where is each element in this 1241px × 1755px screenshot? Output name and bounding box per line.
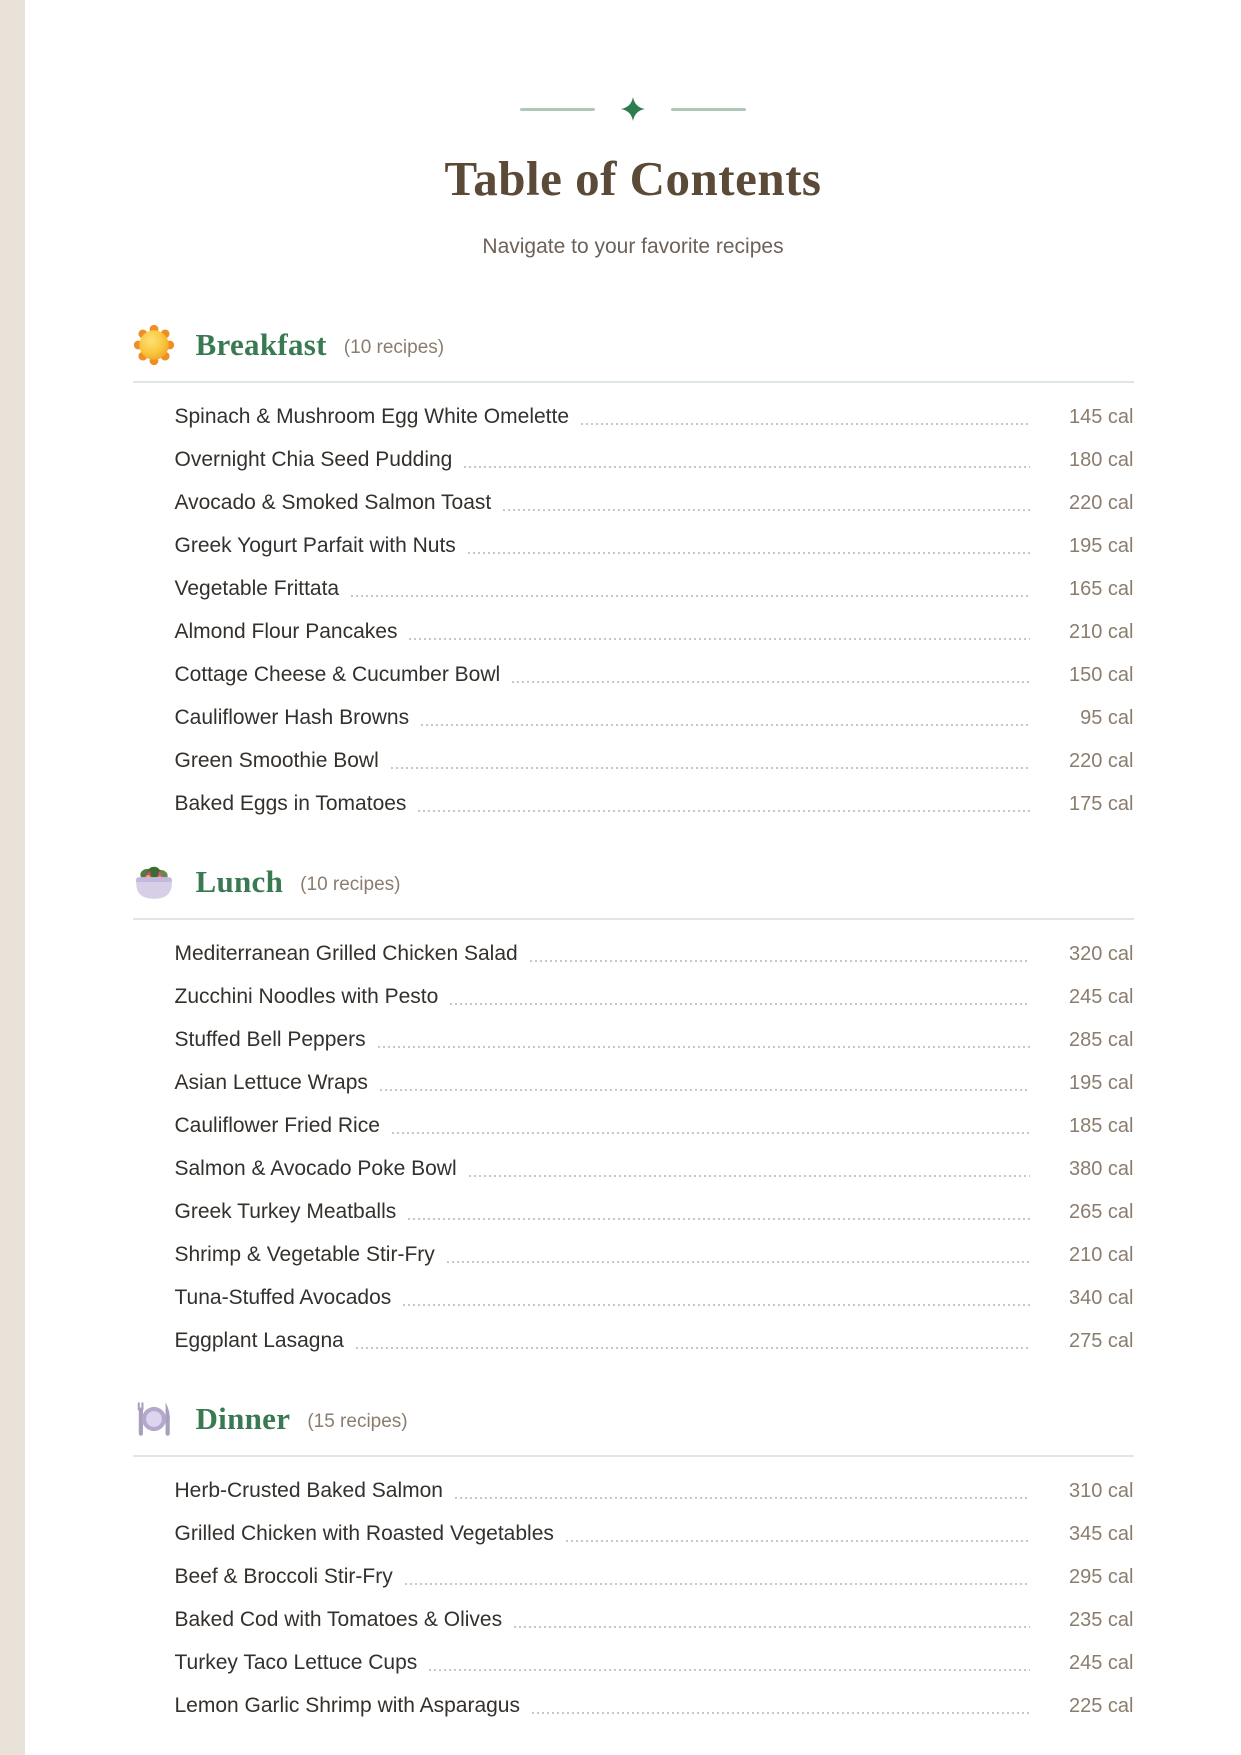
dotted-leader <box>429 1641 1029 1684</box>
page-subtitle: Navigate to your favorite recipes <box>482 235 784 258</box>
toc-entry[interactable] <box>175 1061 1134 1104</box>
recipe-name: Shrimp & Vegetable Stir-Fry <box>174 1243 435 1266</box>
dotted-leader <box>450 975 1029 1018</box>
dotted-leader <box>351 567 1029 610</box>
ornament-line-right <box>671 108 746 111</box>
recipe-calories: 310 cal <box>1069 1480 1134 1502</box>
toc-entry[interactable] <box>175 1147 1134 1190</box>
section-header <box>133 859 1134 905</box>
dotted-leader <box>468 524 1030 567</box>
recipe-calories: 345 cal <box>1069 1523 1134 1545</box>
toc-entry[interactable] <box>175 1555 1134 1598</box>
recipe-name: Lemon Garlic Shrimp with Asparagus <box>174 1694 520 1717</box>
dotted-leader <box>532 1684 1030 1727</box>
decorative-divider <box>133 97 1134 121</box>
recipe-name: Turkey Taco Lettuce Cups <box>174 1651 418 1674</box>
recipe-calories: 220 cal <box>1069 750 1134 772</box>
section-header <box>133 322 1134 368</box>
recipe-name: Cauliflower Fried Rice <box>174 1114 380 1137</box>
section-title-dinner: Dinner <box>195 1401 291 1436</box>
recipe-calories: 165 cal <box>1069 578 1134 600</box>
toc-page <box>25 0 1241 1755</box>
recipe-name: Asian Lettuce Wraps <box>174 1071 368 1094</box>
recipe-name: Cottage Cheese & Cucumber Bowl <box>174 663 501 686</box>
toc-list <box>133 932 1134 1362</box>
section-dinner <box>133 1396 1134 1727</box>
recipe-name: Mediterranean Grilled Chicken Salad <box>174 942 518 965</box>
dotted-leader <box>469 1147 1030 1190</box>
section-divider <box>133 1455 1134 1457</box>
recipe-calories: 265 cal <box>1069 1201 1134 1223</box>
toc-entry[interactable] <box>175 1233 1134 1276</box>
dotted-leader <box>418 782 1029 825</box>
recipe-calories: 225 cal <box>1069 1695 1134 1717</box>
dotted-leader <box>530 932 1030 975</box>
section-breakfast <box>133 322 1134 825</box>
recipe-name: Grilled Chicken with Roasted Vegetables <box>174 1522 554 1545</box>
recipe-calories: 95 cal <box>1080 707 1134 729</box>
section-title-lunch: Lunch <box>195 864 284 899</box>
recipe-calories: 320 cal <box>1069 943 1134 965</box>
toc-entry[interactable] <box>175 1018 1134 1061</box>
page-title: Table of Contents <box>444 151 822 206</box>
section-header <box>133 1396 1134 1442</box>
dotted-leader <box>356 1319 1030 1362</box>
dotted-leader <box>464 438 1029 481</box>
section-divider <box>133 918 1134 920</box>
dotted-leader <box>408 1190 1029 1233</box>
dotted-leader <box>380 1061 1030 1104</box>
plate-icon <box>133 1396 175 1442</box>
recipe-name: Tuna-Stuffed Avocados <box>174 1286 392 1309</box>
dotted-leader <box>421 696 1029 739</box>
recipe-calories: 275 cal <box>1069 1330 1134 1352</box>
toc-entry[interactable] <box>175 1190 1134 1233</box>
recipe-calories: 175 cal <box>1069 793 1134 815</box>
recipe-name: Zucchini Noodles with Pesto <box>174 985 439 1008</box>
toc-entry[interactable] <box>175 481 1134 524</box>
recipe-calories: 210 cal <box>1069 621 1134 643</box>
recipe-calories: 180 cal <box>1069 449 1134 471</box>
recipe-calories: 245 cal <box>1069 1652 1134 1674</box>
toc-entry[interactable] <box>175 438 1134 481</box>
toc-entry[interactable] <box>175 653 1134 696</box>
recipe-name: Greek Turkey Meatballs <box>174 1200 397 1223</box>
recipe-calories: 185 cal <box>1069 1115 1134 1137</box>
section-divider <box>133 381 1134 383</box>
sparkle-icon <box>621 97 645 121</box>
dotted-leader <box>378 1018 1030 1061</box>
recipe-calories: 150 cal <box>1069 664 1134 686</box>
recipe-name: Stuffed Bell Peppers <box>174 1028 366 1051</box>
toc-content <box>133 97 1134 1727</box>
recipe-calories: 195 cal <box>1069 1072 1134 1094</box>
sun-icon <box>133 322 175 368</box>
recipe-name: Baked Cod with Tomatoes & Olives <box>174 1608 503 1631</box>
toc-entry[interactable] <box>175 975 1134 1018</box>
toc-entry[interactable] <box>175 739 1134 782</box>
toc-entry[interactable] <box>175 567 1134 610</box>
recipe-name: Greek Yogurt Parfait with Nuts <box>174 534 456 557</box>
recipe-name: Salmon & Avocado Poke Bowl <box>174 1157 457 1180</box>
sections-container <box>133 322 1134 1727</box>
ornament-line-left <box>520 108 595 111</box>
recipe-calories: 210 cal <box>1069 1244 1134 1266</box>
recipe-calories: 145 cal <box>1069 406 1134 428</box>
recipe-name: Eggplant Lasagna <box>174 1329 344 1352</box>
dotted-leader <box>405 1555 1030 1598</box>
section-count: (10 recipes) <box>300 874 401 895</box>
toc-entry[interactable] <box>175 610 1134 653</box>
toc-entry[interactable] <box>175 696 1134 739</box>
toc-entry[interactable] <box>175 1276 1134 1319</box>
toc-entry[interactable] <box>175 1512 1134 1555</box>
dotted-leader <box>566 1512 1030 1555</box>
recipe-name: Baked Eggs in Tomatoes <box>174 792 407 815</box>
toc-entry[interactable] <box>175 782 1134 825</box>
section-count: (15 recipes) <box>307 1411 408 1432</box>
dotted-leader <box>503 481 1029 524</box>
toc-entry[interactable] <box>175 1104 1134 1147</box>
section-title-breakfast: Breakfast <box>195 327 327 362</box>
dotted-leader <box>447 1233 1030 1276</box>
section-lunch <box>133 859 1134 1362</box>
toc-entry[interactable] <box>175 932 1134 975</box>
dotted-leader <box>403 1276 1029 1319</box>
dotted-leader <box>409 610 1029 653</box>
recipe-calories: 245 cal <box>1069 986 1134 1008</box>
toc-entry[interactable] <box>175 524 1134 567</box>
recipe-name: Herb-Crusted Baked Salmon <box>174 1479 443 1502</box>
recipe-calories: 235 cal <box>1069 1609 1134 1631</box>
recipe-name: Avocado & Smoked Salmon Toast <box>174 491 492 514</box>
dotted-leader <box>455 1469 1030 1512</box>
recipe-calories: 380 cal <box>1069 1158 1134 1180</box>
dotted-leader <box>581 395 1029 438</box>
recipe-name: Cauliflower Hash Browns <box>174 706 410 729</box>
toc-entry[interactable] <box>175 1319 1134 1362</box>
recipe-calories: 340 cal <box>1069 1287 1134 1309</box>
salad-icon <box>133 859 175 905</box>
recipe-name: Beef & Broccoli Stir-Fry <box>174 1565 393 1588</box>
toc-list <box>133 395 1134 825</box>
recipe-name: Vegetable Frittata <box>174 577 340 600</box>
dotted-leader <box>514 1598 1029 1641</box>
recipe-name: Almond Flour Pancakes <box>174 620 398 643</box>
toc-entry[interactable] <box>175 1684 1134 1727</box>
recipe-name: Green Smoothie Bowl <box>174 749 379 772</box>
recipe-name: Overnight Chia Seed Pudding <box>174 448 453 471</box>
dotted-leader <box>391 739 1030 782</box>
toc-entry[interactable] <box>175 395 1134 438</box>
section-count: (10 recipes) <box>343 337 445 358</box>
toc-entry[interactable] <box>175 1469 1134 1512</box>
toc-entry[interactable] <box>175 1641 1134 1684</box>
recipe-calories: 295 cal <box>1069 1566 1134 1588</box>
recipe-calories: 195 cal <box>1069 535 1134 557</box>
recipe-calories: 285 cal <box>1069 1029 1134 1051</box>
toc-entry[interactable] <box>175 1598 1134 1641</box>
dotted-leader <box>512 653 1029 696</box>
recipe-name: Spinach & Mushroom Egg White Omelette <box>174 405 570 428</box>
dotted-leader <box>392 1104 1030 1147</box>
toc-list <box>133 1469 1134 1727</box>
recipe-calories: 220 cal <box>1069 492 1134 514</box>
